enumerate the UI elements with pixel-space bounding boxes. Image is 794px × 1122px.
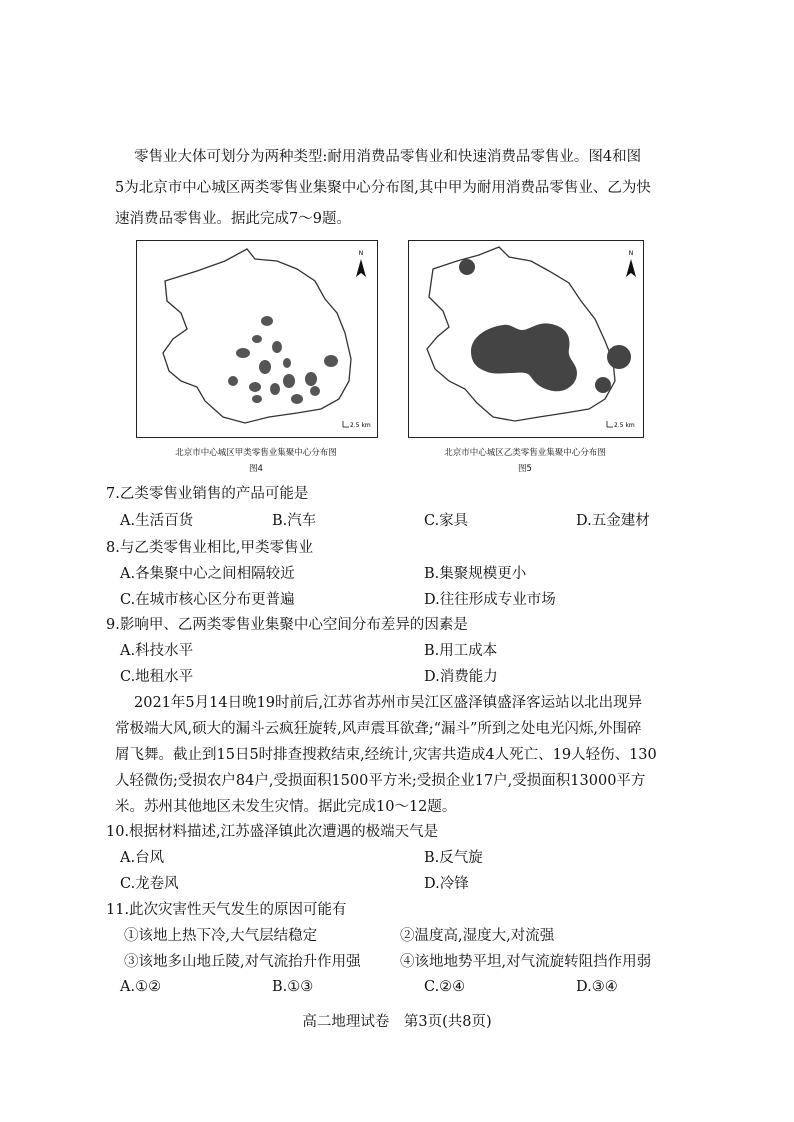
cluster-blob (228, 376, 238, 386)
q9-option-c[interactable]: C.地租水平 (120, 669, 194, 685)
passage2-line-2: 常极端大风,硕大的漏斗云疯狂旋转,风声震耳欲聋;“漏斗”所到之处电光闪烁,外围碎 (115, 721, 642, 737)
cluster-blob (261, 316, 273, 326)
q11-option-a[interactable]: A.①② (120, 979, 162, 995)
q7-option-a[interactable]: A.生活百货 (120, 513, 194, 529)
q7-option-d[interactable]: D.五金建材 (576, 513, 650, 529)
q10-option-d[interactable]: D.冷锋 (424, 876, 469, 892)
map4-label: 图4 (249, 464, 263, 474)
q10-option-c[interactable]: C.龙卷风 (120, 876, 179, 892)
passage2-line-5: 米。苏州其他地区未发生灾情。据此完成10～12题。 (115, 799, 457, 815)
passage2-line-1: 2021年5月14日晚19时前后,江苏省苏州市吴江区盛泽镇盛泽客运站以北出现异 (134, 695, 643, 711)
question-11-stem: 11.此次灾害性天气发生的原因可能有 (106, 902, 347, 918)
cluster-blob (252, 395, 262, 403)
cluster-blob (259, 360, 271, 374)
cluster-blob (252, 335, 262, 343)
q11-item-4: ④该地地势平坦,对气流旋转阻挡作用弱 (400, 954, 652, 970)
q8-option-b[interactable]: B.集聚规模更小 (424, 566, 527, 582)
map5-caption: 北京市中心城区乙类零售业集聚中心分布图 (444, 448, 606, 458)
passage2-line-4: 人轻微伤;受损农户84户,受损面积1500平方米;受损企业17户,受损面积13000平方 (115, 773, 646, 789)
q9-option-d[interactable]: D.消费能力 (424, 669, 498, 685)
q8-option-a[interactable]: A.各集聚中心之间相隔较近 (120, 566, 295, 582)
q11-item-1: ①该地上热下冷,大气层结稳定 (124, 928, 318, 944)
cluster-blob (272, 341, 282, 353)
q10-option-b[interactable]: B.反气旋 (424, 850, 483, 866)
question-9-stem: 9.影响甲、乙两类零售业集聚中心空间分布差异的因素是 (106, 617, 468, 633)
q8-option-d[interactable]: D.往往形成专业市场 (424, 592, 556, 608)
q11-item-2: ②温度高,湿度大,对流强 (400, 928, 555, 944)
north-arrow-icon (356, 259, 366, 277)
cluster-blob (249, 382, 261, 392)
map4-north-label: N (358, 250, 364, 257)
cluster-blob (283, 358, 291, 368)
map5-label: 图5 (518, 464, 532, 474)
cluster-blob (305, 372, 317, 386)
q7-option-b[interactable]: B.汽车 (272, 513, 317, 529)
north-arrow-icon (626, 259, 636, 277)
q8-option-c[interactable]: C.在城市核心区分布更普遍 (120, 592, 295, 608)
intro-line-3: 速消费品零售业。据此完成7～9题。 (115, 211, 351, 227)
question-10-stem: 10.根据材料描述,江苏盛泽镇此次遭遇的极端天气是 (106, 824, 439, 840)
map5-svg (409, 241, 643, 437)
q11-option-b[interactable]: B.①③ (272, 979, 314, 995)
q9-option-b[interactable]: B.用工成本 (424, 643, 498, 659)
q11-option-c[interactable]: C.②④ (424, 979, 466, 995)
cluster-blob (270, 383, 280, 395)
map4-caption: 北京市中心城区甲类零售业集聚中心分布图 (175, 448, 337, 458)
cluster-blob (283, 374, 295, 388)
intro-line-1: 零售业大体可划分为两种类型:耐用消费品零售业和快速消费品零售业。图4和图 (134, 149, 642, 165)
cluster-blob (324, 355, 338, 367)
map-figure-4 (136, 240, 378, 438)
page-footer: 高二地理试卷 第3页(共8页) (302, 1014, 492, 1030)
intro-line-2: 5为北京市中心城区两类零售业集聚中心分布图,其中甲为耐用消费品零售业、乙为快 (115, 180, 651, 196)
cluster-blob (607, 345, 631, 369)
map4-svg (137, 241, 377, 437)
map5-north-label: N (628, 250, 634, 257)
map4-scale-label: 2.5 km (350, 422, 371, 429)
question-7-stem: 7.乙类零售业销售的产品可能是 (106, 486, 309, 502)
cluster-blob (459, 259, 475, 275)
map-figure-5 (408, 240, 644, 438)
cluster-blob (291, 394, 303, 404)
cluster-blob (310, 386, 320, 396)
q11-item-3: ③该地多山地丘陵,对气流抬升作用强 (124, 954, 361, 970)
cluster-blob (595, 377, 611, 393)
q11-option-d[interactable]: D.③④ (576, 979, 618, 995)
scale-bar-icon (607, 421, 613, 427)
map5-scale-label: 2.5 km (614, 422, 635, 429)
scale-bar-icon (343, 421, 349, 427)
passage2-line-3: 屑飞舞。截止到15日5时排查搜救结束,经统计,灾害共造成4人死亡、19人轻伤、130 (115, 747, 657, 763)
q9-option-a[interactable]: A.科技水平 (120, 643, 194, 659)
q10-option-a[interactable]: A.台风 (120, 850, 165, 866)
q7-option-c[interactable]: C.家具 (424, 513, 469, 529)
cluster-blob (236, 348, 250, 358)
question-8-stem: 8.与乙类零售业相比,甲类零售业 (106, 540, 313, 556)
